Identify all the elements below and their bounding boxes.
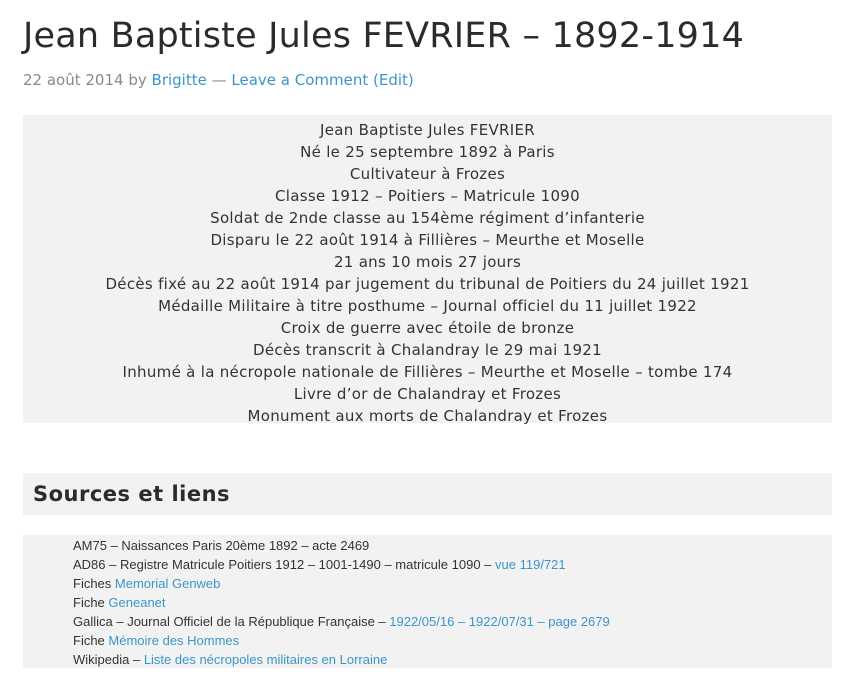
summary-line: 21 ans 10 mois 27 jours <box>333 253 522 271</box>
source-item <box>73 612 832 631</box>
summary-line: Disparu le 22 août 1914 à Fillières – Meurthe et Moselle <box>210 231 645 249</box>
post-date: 22 août 2014 <box>23 71 124 89</box>
source-item <box>73 555 832 574</box>
summary-line: Médaille Militaire à titre posthume – Journal officiel du 11 juillet 1922 <box>158 297 697 315</box>
sources-heading: Sources et liens <box>33 482 231 506</box>
biography-summary <box>23 115 832 423</box>
edit-link[interactable]: (Edit) <box>373 71 414 89</box>
source-item <box>73 631 832 650</box>
source-text: Gallica – Journal Officiel de la République Française – <box>73 614 390 629</box>
source-text: Fiche <box>73 633 109 648</box>
post-title: Jean Baptiste Jules FEVRIER – 1892-1914 <box>23 16 745 56</box>
source-link-memorial-genweb[interactable]: Memorial Genweb <box>114 576 221 591</box>
source-item <box>73 574 832 593</box>
summary-line: Soldat de 2nde classe au 154ème régiment d’infanterie <box>210 209 645 227</box>
sources-section-header <box>23 473 832 515</box>
meta-separator: — <box>211 71 227 89</box>
source-text: AM75 – Naissances Paris 20ème 1892 – acte 2469 <box>73 538 370 553</box>
summary-line: Cultivateur à Frozes <box>349 165 506 183</box>
summary-line: Décès transcrit à Chalandray le 29 mai 1921 <box>253 341 602 359</box>
summary-line: Né le 25 septembre 1892 à Paris <box>300 143 555 161</box>
summary-line: Classe 1912 – Poitiers – Matricule 1090 <box>275 187 580 205</box>
sources-list <box>23 535 832 668</box>
leave-comment-link[interactable]: Leave a Comment <box>231 71 369 89</box>
source-text: Fiches <box>73 576 115 591</box>
post-meta <box>23 71 414 89</box>
summary-line: Jean Baptiste Jules FEVRIER <box>320 121 535 139</box>
source-link-gallica-page[interactable]: 1922/05/16 – 1922/07/31 – page 2679 <box>389 614 610 629</box>
source-link-matricule-view[interactable]: vue 119/721 <box>495 557 566 572</box>
summary-line: Croix de guerre avec étoile de bronze <box>280 319 575 337</box>
post-by-label: by <box>128 71 147 89</box>
summary-line: Inhumé à la nécropole nationale de Fillières – Meurthe et Moselle – tombe 174 <box>122 363 733 381</box>
source-text: Wikipedia – <box>73 652 144 667</box>
summary-line: Livre d’or de Chalandray et Frozes <box>293 385 562 403</box>
source-text: Fiche <box>73 595 109 610</box>
summary-line: Décès fixé au 22 août 1914 par jugement du tribunal de Poitiers du 24 juillet 1921 <box>105 275 750 293</box>
source-link-geneanet[interactable]: Geneanet <box>108 595 166 610</box>
summary-line: Monument aux morts de Chalandray et Frozes <box>247 407 608 425</box>
source-item <box>73 593 832 612</box>
source-link-memoire-des-hommes[interactable]: Mémoire des Hommes <box>108 633 240 648</box>
source-text: AD86 – Registre Matricule Poitiers 1912 – 1001-1490 – matricule 1090 – <box>73 557 496 572</box>
author-link[interactable]: Brigitte <box>151 71 207 89</box>
source-link-wikipedia-necropoles[interactable]: Liste des nécropoles militaires en Lorraine <box>143 652 388 667</box>
source-item <box>73 650 832 669</box>
source-item <box>73 536 832 555</box>
